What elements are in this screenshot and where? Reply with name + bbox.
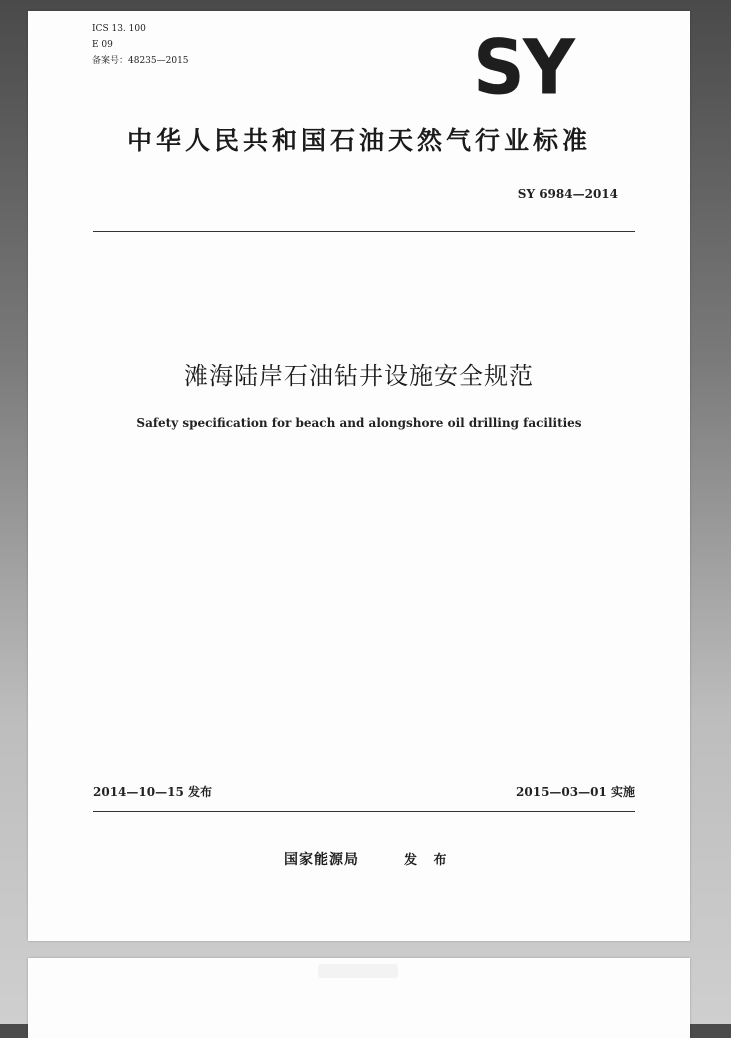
- document-title-chinese: 滩海陆岸石油钻井设施安全规范: [184, 362, 534, 390]
- faint-header-mark: [318, 964, 398, 978]
- divider-top: [93, 231, 635, 232]
- classification-block: [92, 21, 189, 69]
- publisher-name: 国家能源局: [284, 852, 359, 868]
- effective-date: 2015—03—01 实施: [516, 785, 635, 799]
- document-title-english: Safety specification for beach and alongshore oil drilling facilities: [136, 416, 582, 430]
- document-page-cover: [28, 11, 690, 941]
- issue-date: 2014—10—15 发布: [93, 785, 212, 799]
- standard-organization: 中华人民共和国石油天然气行业标准: [126, 126, 591, 155]
- standard-code: SY 6984—2014: [517, 187, 618, 201]
- ics-code: ICS 13. 100: [92, 24, 146, 34]
- sy-logo: SY: [473, 22, 573, 112]
- category-code: E 09: [92, 40, 113, 50]
- record-number: 备案号：48235—2015: [92, 56, 189, 66]
- publish-label: 发 布: [404, 853, 453, 868]
- document-page-next: [28, 958, 690, 1038]
- divider-bottom: [93, 811, 635, 812]
